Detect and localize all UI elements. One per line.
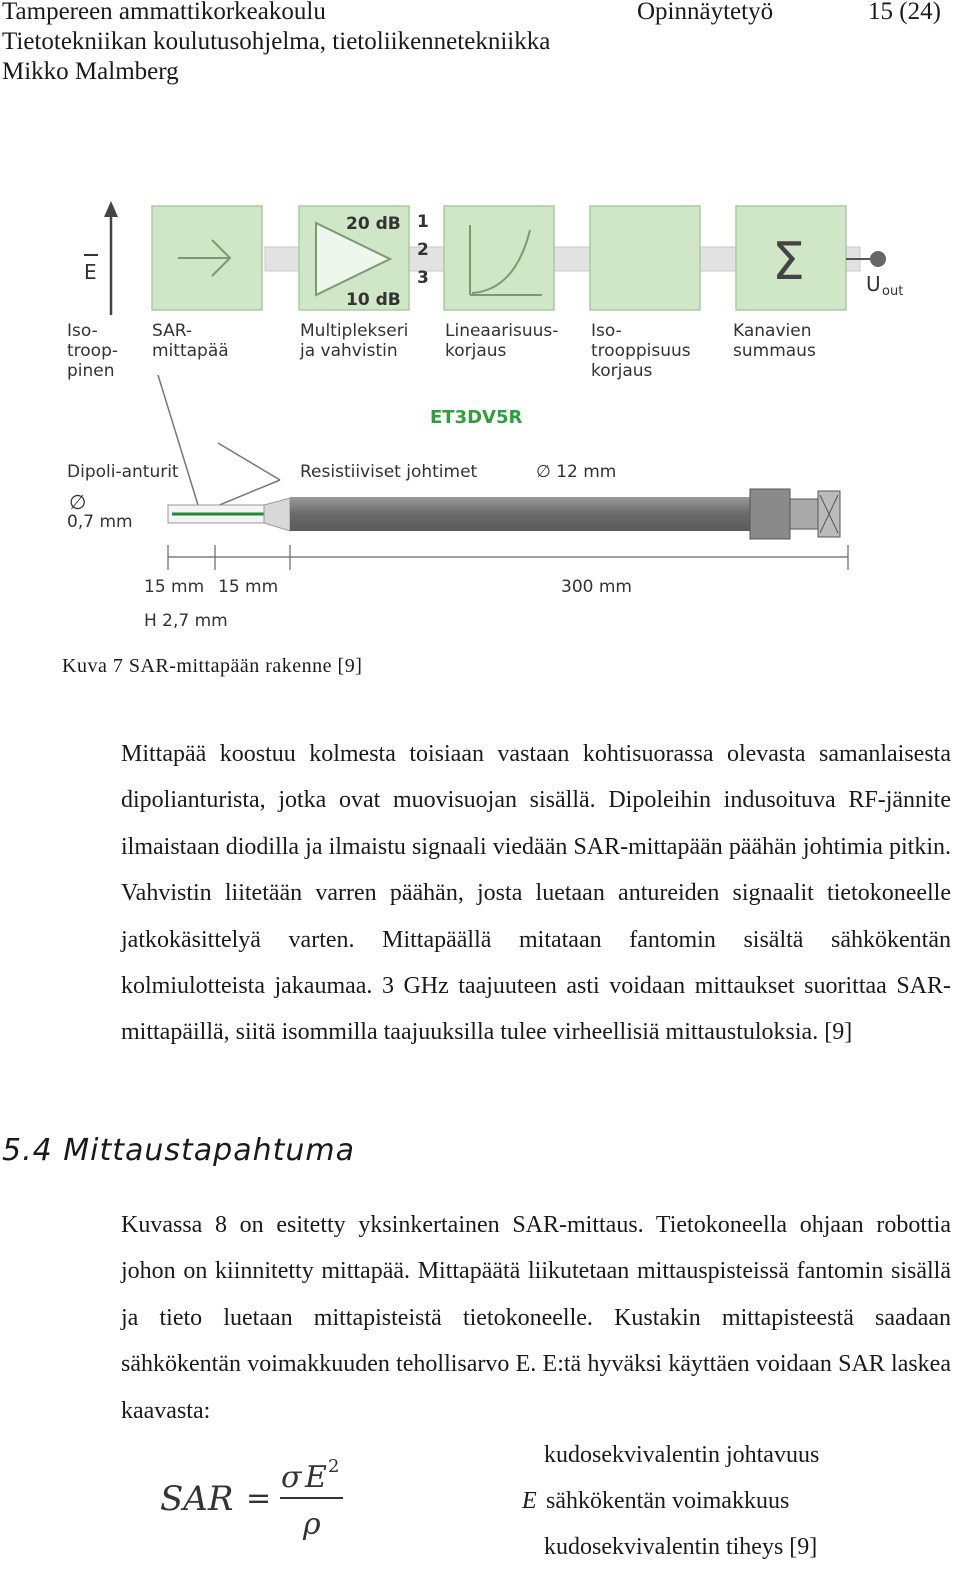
symbol-field-strength: sähkökentän voimakkuus <box>546 1488 790 1514</box>
e-field-arrow <box>104 201 118 315</box>
label-channel-sum: Kanavien summaus <box>733 321 816 361</box>
sum-icon: Σ <box>772 232 805 292</box>
gain-high-label: 20 dB <box>346 214 401 234</box>
dipole-sensors-label: Dipoli-anturit <box>67 462 179 482</box>
formula-sigma: σ <box>281 1460 302 1495</box>
paragraph-measurement: Kuvassa 8 on esitetty yksinkertainen SAR-mittaus. Tietokoneella ohjaan robottia johon on kiinnitetty mittapää. Mittapäätä liikutetaan mittauspisteissä fantomin sisällä ja tieto luetaan mittapisteistä tietokoneelle. Kustakin mittapisteestä saadaan sähkökentän voimakkuuden tehollisarvo E. E:tä hyväksi käyttäen voidaan SAR laskea kaavasta: <box>121 1212 951 1424</box>
output-terminal-icon <box>870 251 886 267</box>
symbol-conductivity: kudosekvivalentin johtavuus <box>544 1442 820 1468</box>
dim-height: H 2,7 mm <box>144 611 228 631</box>
header-page-number: 15 (24) <box>868 0 941 25</box>
output-voltage-label: U <box>866 272 881 296</box>
dipole-diameter-label: 0,7 mm <box>67 512 133 532</box>
sar-formula <box>158 1452 358 1552</box>
channel-2-label: 2 <box>417 240 429 260</box>
header-institution: Tampereen ammattikorkeakoulu <box>2 0 326 25</box>
channel-1-label: 1 <box>417 212 429 232</box>
formula-equals: = <box>246 1481 272 1516</box>
formula-lhs: SAR <box>160 1479 234 1519</box>
output-voltage-subscript: out <box>882 284 904 299</box>
model-label: ET3DV5R <box>430 407 523 428</box>
probe-rod <box>168 489 840 539</box>
formula-e: E <box>305 1460 327 1495</box>
symbol-density: kudosekvivalentin tiheys [9] <box>544 1534 818 1560</box>
dimension-lines <box>168 545 848 570</box>
gain-low-label: 10 dB <box>346 290 401 310</box>
resistive-wires-label: Resistiiviset johtimet <box>300 462 478 482</box>
header-program: Tietotekniikan koulutusohjelma, tietoliikennetekniikka <box>2 28 551 55</box>
block-isotropy-correction <box>590 206 700 310</box>
formula-rho: ρ <box>303 1507 321 1542</box>
label-sar-probe: SAR- mittapää <box>152 321 229 361</box>
label-isotropic: Iso- troop- pinen <box>67 321 119 381</box>
dim-15mm-a: 15 mm <box>144 577 205 597</box>
e-field-label: E <box>84 260 97 284</box>
header-author: Mikko Malmberg <box>2 58 179 85</box>
formula-exponent: 2 <box>328 1456 340 1477</box>
section-heading: 5.4 Mittaustapahtuma <box>2 1133 355 1168</box>
channel-3-label: 3 <box>417 268 429 288</box>
label-multiplexer: Multiplekseri ja vahvistin <box>300 321 409 361</box>
diameter-icon: ∅ <box>69 490 87 514</box>
figure-caption: Kuva 7 SAR-mittapään rakenne [9] <box>62 655 363 677</box>
symbol-e: E <box>522 1488 537 1514</box>
sar-probe-figure <box>60 195 940 645</box>
pointer-lines <box>158 375 280 513</box>
header-doc-type: Opinnäytetyö <box>637 0 774 25</box>
label-isotropy: Iso- trooppisuus korjaus <box>591 321 691 381</box>
dim-15mm-b: 15 mm <box>218 577 279 597</box>
paragraph-probe-description: Mittapää koostuu kolmesta toisiaan vastaan kohtisuorassa olevasta samanlaisesta dipolianturista, jotka ovat muovisuojan sisällä. Dipoleihin indusoituva RF-jännite ilmaistaan diodilla ja ilmaistu signaali viedään SAR-mittapään päähän johtimia pitkin. Vahvistin liitetään varren päähän, josta luetaan antureiden signaalit tietokoneelle jatkokäsittelyä varten. Mittapäällä mitataan fantomin sisältä sähkökentän kolmiulotteista jakaumaa. 3 GHz taajuuteen asti voidaan mittaukset suorittaa SAR-mittapäillä, siitä isommilla taajuuksilla tulee virheellisiä mittaustuloksia. [9] <box>121 741 951 1046</box>
probe-diameter-label: ∅ 12 mm <box>536 462 617 482</box>
dim-300mm: 300 mm <box>561 577 632 597</box>
label-linearity: Lineaarisuus- korjaus <box>445 321 559 361</box>
